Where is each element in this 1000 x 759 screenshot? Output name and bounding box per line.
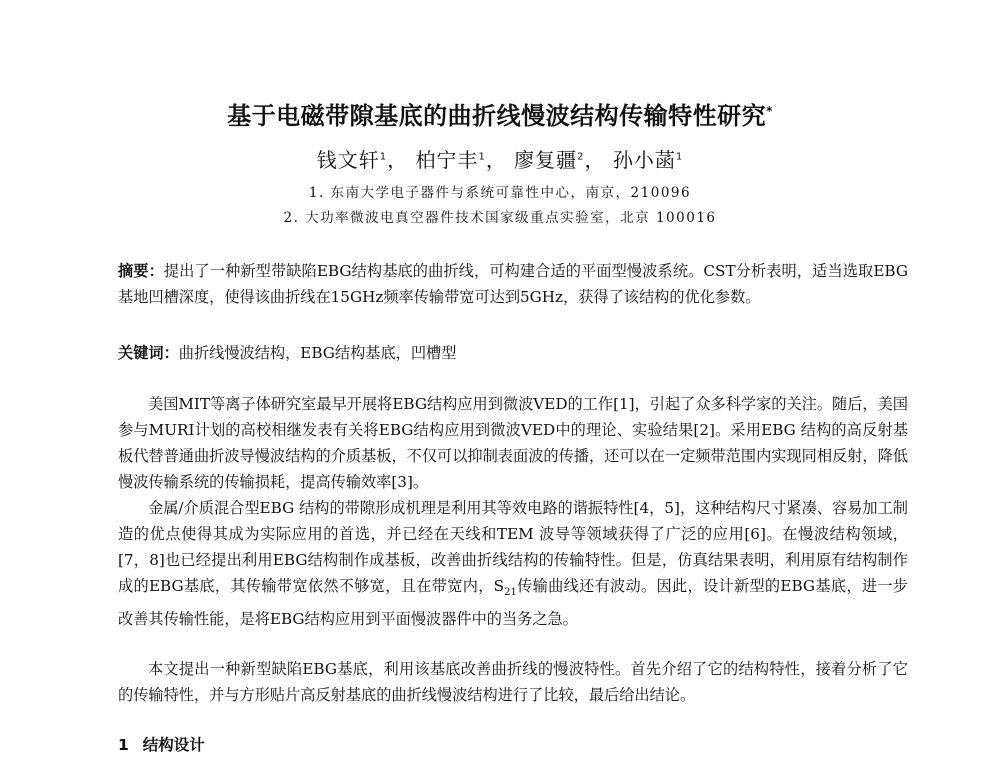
section-title: 结构设计	[142, 736, 205, 754]
paragraph-2-part-1: 金属/介质混合型EBG 结构的带隙形成机理是利用其等效电路的谐振特性[4，5]，这种结构尺寸紧凑、容易加工制造的优点使得其成为实际应用的首选，并已经在天线和TEM 波导等领域获得了广泛的应用[6]。在慢波结构领域，[7，8]也已经提出利用EBG结构制作成基板，改善曲折线结构的传输特性。但是，仿真结果表明，利用原有结构制作成的EBG基底，其传输带宽依然不够宽，且在带宽内，S	[118, 499, 908, 595]
body-paragraph-3: 本文提出一种新型缺陷EBG基底，利用该基底改善曲折线的慢波特性。首先介绍了它的结构特性，接着分析了它的传输特性，并与方形贴片高反射基底的曲折线慢波结构进行了比较，最后给出结论。	[118, 660, 908, 704]
title-footnote-mark: *	[766, 104, 773, 118]
body-paragraph-1: 美国MIT等离子体研究室最早开展将EBG结构应用到微波VED的工作[1]，引起了众多科学家的关注。随后，美国参与MURI计划的高校相继发表有关将EBG结构应用到微波VED中的理论、实验结果[2]。采用EBG 结构的高反射基板代替普通曲折波导慢波结构的介质基板，不仅可以抑制表面波的传播，还可以在一定频带范围内实现同相反射，降低慢波传输系统的传输损耗，提高传输效率[3]。	[118, 395, 908, 491]
author-affiliation-mark: 1	[379, 151, 388, 163]
author-list: 钱文轩$^1$， 柏宁丰$^1$， 廖复疆$^2$， 孙小菡$^1$	[316, 148, 684, 172]
keywords-label: 关键词：	[118, 344, 179, 362]
author-affiliation-mark: 1	[478, 151, 486, 163]
keywords-text: 曲折线慢波结构，EBG结构基底，凹槽型	[178, 344, 457, 362]
section-heading	[118, 733, 205, 755]
author-name: 钱文轩	[316, 148, 380, 172]
s21-subscript: 21	[504, 587, 517, 599]
paper-title-text: 基于电磁带隙基底的曲折线慢波结构传输特性研究	[227, 102, 767, 130]
abstract-label: 摘要：	[118, 262, 164, 280]
author-affiliation-mark: 1	[675, 151, 684, 163]
author-name: 廖复疆	[514, 148, 578, 172]
section-number: 1	[118, 736, 129, 754]
affiliation-2: 2. 大功率微波电真空器件技术国家级重点实验室，北京 100016	[283, 210, 717, 226]
paper-title	[0, 96, 1000, 131]
affiliation-1: 1. 东南大学电子器件与系统可靠性中心，南京，210096	[308, 185, 692, 201]
abstract-text: 提出了一种新型带缺陷EBG结构基底的曲折线，可构建合适的平面型慢波系统。CST分析表明，适当选取EBG基地凹槽深度，使得该曲折线在15GHz频率传输带宽可达到5GHz，获得了该结构的优化参数。	[118, 262, 908, 306]
abstract	[118, 258, 908, 310]
body-paragraph-2	[118, 495, 908, 632]
author-name: 孙小菡	[612, 148, 676, 172]
paragraph-2-part-2: 传输曲线还有波动。因此，设计新型的EBG基底，进一步改善其传输性能，是将EBG结构应用到平面慢波器件中的当务之急。	[118, 577, 908, 629]
author-affiliation-mark: 2	[577, 151, 585, 163]
author-name: 柏宁丰	[415, 148, 479, 172]
keywords	[118, 340, 908, 366]
